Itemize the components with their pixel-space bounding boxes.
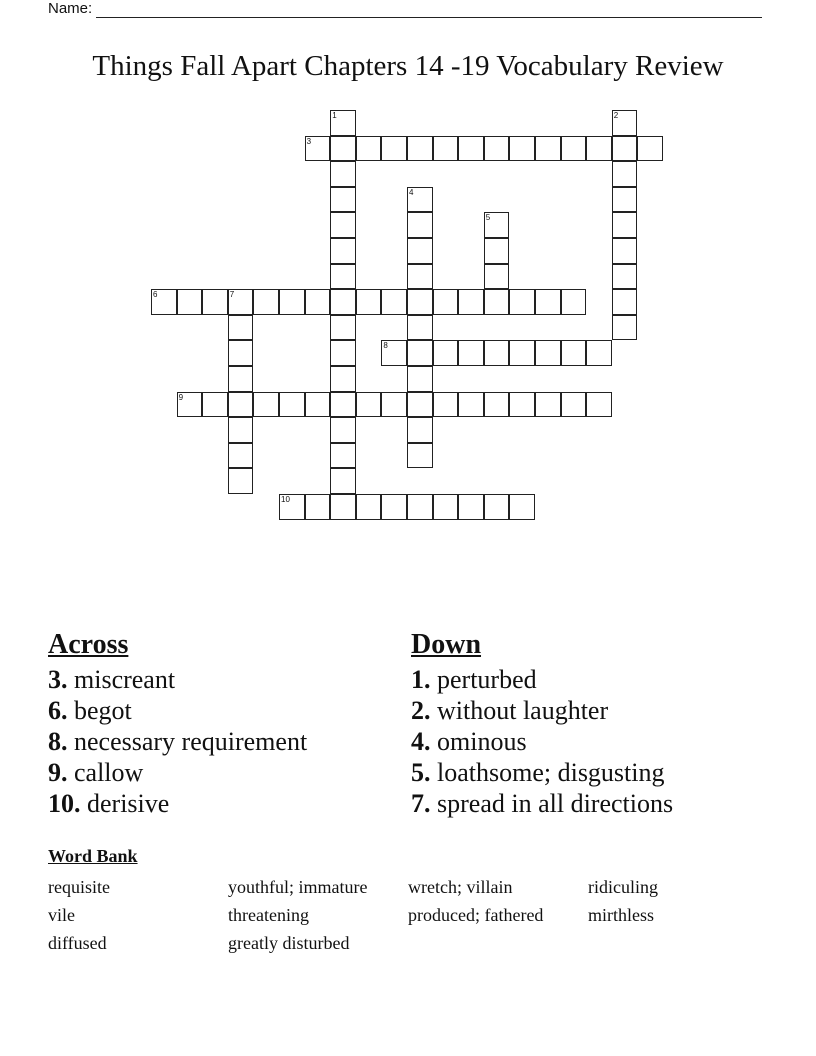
crossword-cell[interactable] (484, 238, 510, 264)
crossword-cell[interactable] (407, 212, 433, 238)
crossword-cell[interactable] (458, 136, 484, 162)
crossword-cell[interactable] (305, 136, 331, 162)
clue-number: 2 (613, 111, 619, 120)
crossword-cell[interactable] (407, 315, 433, 341)
word-bank-item: youthful; immature (228, 877, 368, 897)
crossword-cell[interactable] (356, 289, 382, 315)
crossword-cell[interactable] (407, 443, 433, 469)
crossword-cell[interactable] (535, 392, 561, 418)
across-clues (48, 628, 307, 819)
crossword-cell[interactable] (484, 392, 510, 418)
crossword-cell[interactable] (458, 340, 484, 366)
crossword-cell[interactable] (535, 340, 561, 366)
name-label: Name: (48, 0, 93, 17)
crossword-cell[interactable] (612, 289, 638, 315)
word-bank-heading: Word Bank (48, 846, 138, 866)
crossword-cell[interactable] (330, 340, 356, 366)
crossword-cell[interactable] (253, 392, 279, 418)
crossword-cell[interactable] (330, 392, 356, 418)
clue-number: 8 (383, 341, 388, 351)
crossword-cell[interactable] (228, 366, 254, 392)
crossword-cell[interactable] (484, 264, 510, 290)
across-clue: 6. begot (48, 696, 132, 725)
crossword-cell[interactable] (484, 494, 510, 520)
crossword-cell[interactable] (433, 494, 459, 520)
crossword-cell[interactable] (228, 315, 254, 341)
crossword-cell[interactable] (637, 136, 663, 162)
crossword-cell[interactable] (330, 238, 356, 264)
crossword-cell[interactable] (586, 340, 612, 366)
crossword-cell[interactable] (151, 289, 177, 315)
crossword-cell[interactable] (561, 392, 587, 418)
crossword-cell[interactable] (586, 136, 612, 162)
crossword-cell[interactable] (228, 340, 254, 366)
crossword-cell[interactable] (381, 289, 407, 315)
across-clue: 8. necessary requirement (48, 727, 308, 756)
crossword-cell[interactable] (330, 315, 356, 341)
crossword-cell[interactable] (228, 289, 254, 315)
crossword-cell[interactable] (586, 392, 612, 418)
crossword-cell[interactable] (330, 187, 356, 213)
crossword-cell[interactable] (407, 340, 433, 366)
clue-number: 4 (409, 187, 414, 197)
crossword-cell[interactable] (407, 366, 433, 392)
crossword-cell[interactable] (509, 289, 535, 315)
across-clue: 10. derisive (48, 789, 170, 818)
across-clue: 3. miscreant (48, 665, 176, 694)
crossword-cell[interactable] (305, 494, 331, 520)
crossword-cell[interactable] (228, 392, 254, 418)
down-clue: 7. spread in all directions (411, 789, 674, 818)
crossword-cell[interactable] (381, 494, 407, 520)
crossword-cell[interactable] (279, 392, 305, 418)
word-bank-item: wretch; villain (408, 877, 513, 897)
crossword-cell[interactable] (407, 136, 433, 162)
crossword-cell[interactable] (612, 136, 638, 162)
crossword-cell[interactable] (356, 136, 382, 162)
crossword-cell[interactable] (330, 443, 356, 469)
crossword-cell[interactable] (202, 289, 228, 315)
crossword-cell[interactable] (458, 392, 484, 418)
crossword-cell[interactable] (561, 289, 587, 315)
crossword-cell[interactable] (612, 187, 638, 213)
word-bank-item: threatening (228, 905, 309, 925)
crossword-cell[interactable] (177, 392, 203, 418)
crossword-cell[interactable] (253, 289, 279, 315)
crossword-cell[interactable] (535, 289, 561, 315)
word-bank-item: ridiculing (588, 877, 658, 897)
word-bank-item: mirthless (588, 905, 654, 925)
crossword-cell[interactable] (612, 110, 638, 136)
word-bank-item: requisite (48, 877, 110, 897)
across-heading: Across (48, 629, 129, 660)
down-clue: 4. ominous (411, 727, 527, 756)
crossword-cell[interactable] (330, 494, 356, 520)
crossword-cell[interactable] (330, 110, 356, 136)
crossword-cell[interactable] (612, 238, 638, 264)
crossword-cell[interactable] (484, 136, 510, 162)
down-clues (411, 628, 673, 819)
crossword-cell[interactable] (330, 136, 356, 162)
crossword-cell[interactable] (407, 238, 433, 264)
clue-number: 10 (281, 495, 290, 504)
crossword-cell[interactable] (407, 187, 433, 213)
crossword-cell[interactable] (612, 315, 638, 341)
word-bank-item: greatly disturbed (228, 933, 350, 953)
page-title: Things Fall Apart Chapters 14 -19 Vocabulary Review (92, 50, 724, 82)
crossword-cell[interactable] (305, 392, 331, 418)
crossword-cell[interactable] (330, 417, 356, 443)
crossword-cell[interactable] (433, 136, 459, 162)
clue-number: 3 (306, 136, 312, 146)
crossword-cell[interactable] (509, 136, 535, 162)
crossword-cell[interactable] (484, 212, 510, 238)
crossword-cell[interactable] (330, 468, 356, 494)
crossword-cell[interactable] (228, 443, 254, 469)
crossword-cell[interactable] (228, 468, 254, 494)
crossword-cell[interactable] (458, 289, 484, 315)
crossword-cell[interactable] (330, 212, 356, 238)
crossword-cell[interactable] (509, 340, 535, 366)
crossword-cell[interactable] (202, 392, 228, 418)
word-bank-item: diffused (48, 933, 107, 953)
crossword-cell[interactable] (407, 392, 433, 418)
crossword-cell[interactable] (535, 136, 561, 162)
crossword-cell[interactable] (561, 136, 587, 162)
crossword-cell[interactable] (458, 494, 484, 520)
crossword-cell[interactable] (509, 392, 535, 418)
crossword-cell[interactable] (381, 392, 407, 418)
crossword-cell[interactable] (228, 417, 254, 443)
crossword-cell[interactable] (433, 289, 459, 315)
crossword-cell[interactable] (381, 340, 407, 366)
crossword-cell[interactable] (484, 340, 510, 366)
clue-number: 7 (229, 290, 235, 300)
clue-number: 9 (178, 392, 184, 402)
crossword-cell[interactable] (330, 289, 356, 315)
crossword-cell[interactable] (407, 494, 433, 520)
crossword-cell[interactable] (407, 264, 433, 290)
crossword-cell[interactable] (356, 494, 382, 520)
across-clue: 9. callow (48, 758, 144, 787)
down-clue: 2. without laughter (411, 696, 609, 725)
crossword-cell[interactable] (509, 494, 535, 520)
crossword-cell[interactable] (612, 264, 638, 290)
down-clue: 5. loathsome; disgusting (411, 758, 665, 787)
word-bank-item: produced; fathered (408, 905, 544, 925)
clue-number: 6 (153, 290, 158, 300)
down-clue: 1. perturbed (411, 665, 537, 694)
crossword-cell[interactable] (561, 340, 587, 366)
crossword-cell[interactable] (612, 212, 638, 238)
clue-number: 5 (485, 213, 491, 223)
crossword-cell[interactable] (407, 289, 433, 315)
crossword-cell[interactable] (356, 392, 382, 418)
crossword-cell[interactable] (177, 289, 203, 315)
crossword-cell[interactable] (484, 289, 510, 315)
crossword-cell[interactable] (612, 161, 638, 187)
crossword-cell[interactable] (407, 417, 433, 443)
clue-number: 1 (332, 111, 337, 120)
crossword-cell[interactable] (330, 366, 356, 392)
crossword-cell[interactable] (279, 494, 305, 520)
crossword-cell[interactable] (381, 136, 407, 162)
crossword-cell[interactable] (279, 289, 305, 315)
crossword-cell[interactable] (305, 289, 331, 315)
word-bank-item: vile (48, 905, 75, 925)
down-heading: Down (411, 629, 482, 660)
crossword-cell[interactable] (433, 340, 459, 366)
crossword-cell[interactable] (330, 161, 356, 187)
crossword-cell[interactable] (433, 392, 459, 418)
crossword-cell[interactable] (330, 264, 356, 290)
